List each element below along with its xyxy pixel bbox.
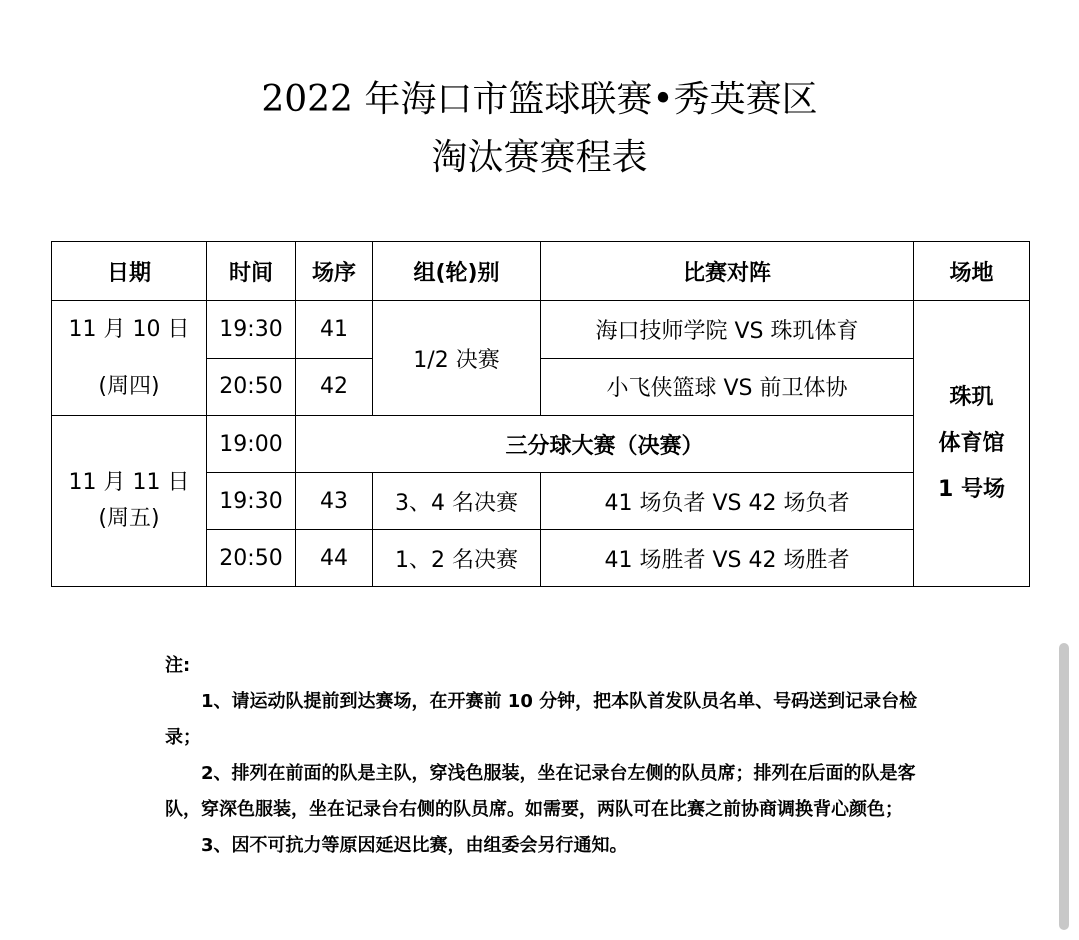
group-cell: 1、2 名决赛 [373,530,541,587]
header-group: 组(轮)别 [373,242,541,301]
venue-line1: 珠玑 [949,384,994,410]
header-match-no: 场序 [296,242,373,301]
header-matchup: 比赛对阵 [541,242,914,301]
header-date: 日期 [52,242,207,301]
group-cell: 3、4 名决赛 [373,473,541,530]
table-row [52,301,1030,359]
weekday-day1: (周四) [98,374,160,399]
time-cell: 20:50 [207,530,296,587]
note-item-2: 2、排列在前面的队是主队，穿浅色服装，坐在记录台左侧的队员席；排列在后面的队是客队，穿深色服装，坐在记录台右侧的队员席。如需要，两队可在比赛之前协商调换背心颜色； [165,763,916,820]
venue-cell [914,301,1030,587]
matchup-cell: 小飞侠篮球 VS 前卫体协 [541,358,914,416]
vertical-scrollbar[interactable] [1059,643,1069,930]
match-no-cell: 44 [296,530,373,587]
date-day1: 11 月 10 日 [68,317,190,342]
time-cell: 19:30 [207,473,296,530]
matchup-cell: 海口技师学院 VS 珠玑体育 [541,301,914,359]
venue-line2: 体育馆 [938,430,1005,456]
date-day2: 11 月 11 日 [68,470,190,495]
time-cell: 19:30 [207,301,296,359]
table-row [52,416,1030,473]
note-item-1: 1、请运动队提前到达赛场，在开赛前 10 分钟，把本队首发队员名单、号码送到记录台检录； [165,691,918,748]
time-cell: 20:50 [207,358,296,416]
matchup-cell: 41 场胜者 VS 42 场胜者 [541,530,914,587]
document-title-line1: 2022 年海口市篮球联赛•秀英赛区 [261,79,818,120]
schedule-table [51,241,1030,587]
group-cell: 1/2 决赛 [373,301,541,416]
match-no-cell: 43 [296,473,373,530]
document-title-line2: 淘汰赛赛程表 [431,137,648,178]
note-item-3: 3、因不可抗力等原因延迟比赛，由组委会另行通知。 [201,835,628,856]
header-time: 时间 [207,242,296,301]
match-no-cell: 41 [296,301,373,359]
table-header-row [52,242,1030,301]
header-venue: 场地 [914,242,1030,301]
matchup-cell: 41 场负者 VS 42 场负者 [541,473,914,530]
venue-line3: 1 号场 [938,476,1005,502]
special-event-cell: 三分球大赛（决赛） [296,416,914,473]
match-no-cell: 42 [296,358,373,416]
date-cell-day2 [52,416,207,587]
date-cell-day1 [52,301,207,416]
time-cell: 19:00 [207,416,296,473]
notes-section [165,648,925,864]
notes-heading: 注: [165,655,191,676]
weekday-day2: (周五) [98,506,160,531]
